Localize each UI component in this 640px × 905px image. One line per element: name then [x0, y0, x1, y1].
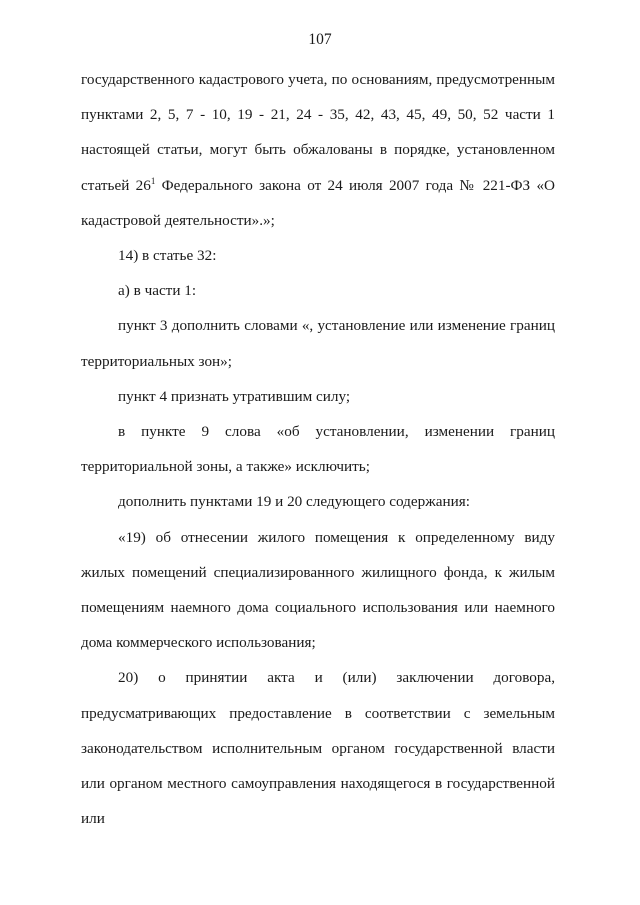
paragraph-cadastral-appeal [81, 62, 555, 238]
paragraph-add-items: дополнить пунктами 19 и 20 следующего содержания: [118, 493, 470, 511]
page-number: 107 [308, 31, 332, 48]
paragraph-part-1: а) в части 1: [118, 282, 197, 300]
document-body [81, 62, 555, 836]
superscript: 1 [150, 175, 156, 186]
paragraph-text: Федерального закона от 24 июля 2007 года № 221-ФЗ «О кадастровой деятельности».»; [81, 176, 556, 229]
paragraph-text: государственного кадастрового учета, по основаниям, предусмотренным пунктами 2, 5, 7 - 10, 19 - 21, 24 - 35, 42, 43, 45, 49, 50, 52 части 1 настоящей статьи, могут быть обжалованы в порядке, установленном статьей 26 [81, 71, 555, 194]
paragraph-item-3: пункт 3 дополнить словами «, установление или изменение границ территориальных зон»; [81, 317, 555, 370]
paragraph-item-19: «19) об отнесении жилого помещения к определенному виду жилых помещений специализированного жилищного фонда, к жилым помещениям наемного дома социального использования или наемного дома коммерческого использования; [81, 528, 555, 652]
paragraph-item-4: пункт 4 признать утратившим силу; [118, 387, 351, 405]
paragraph-article-32: 14) в статье 32: [118, 247, 217, 265]
paragraph-item-9: в пункте 9 слова «об установлении, изменении границ территориальной зоны, а также» исключить; [81, 423, 555, 476]
paragraph-item-20: 20) о принятии акта и (или) заключении договора, предусматривающих предоставление в соответствии с земельным законодательством исполнительным органом государственной власти или органом местного самоуправления находящегося в государственной или [81, 669, 555, 828]
